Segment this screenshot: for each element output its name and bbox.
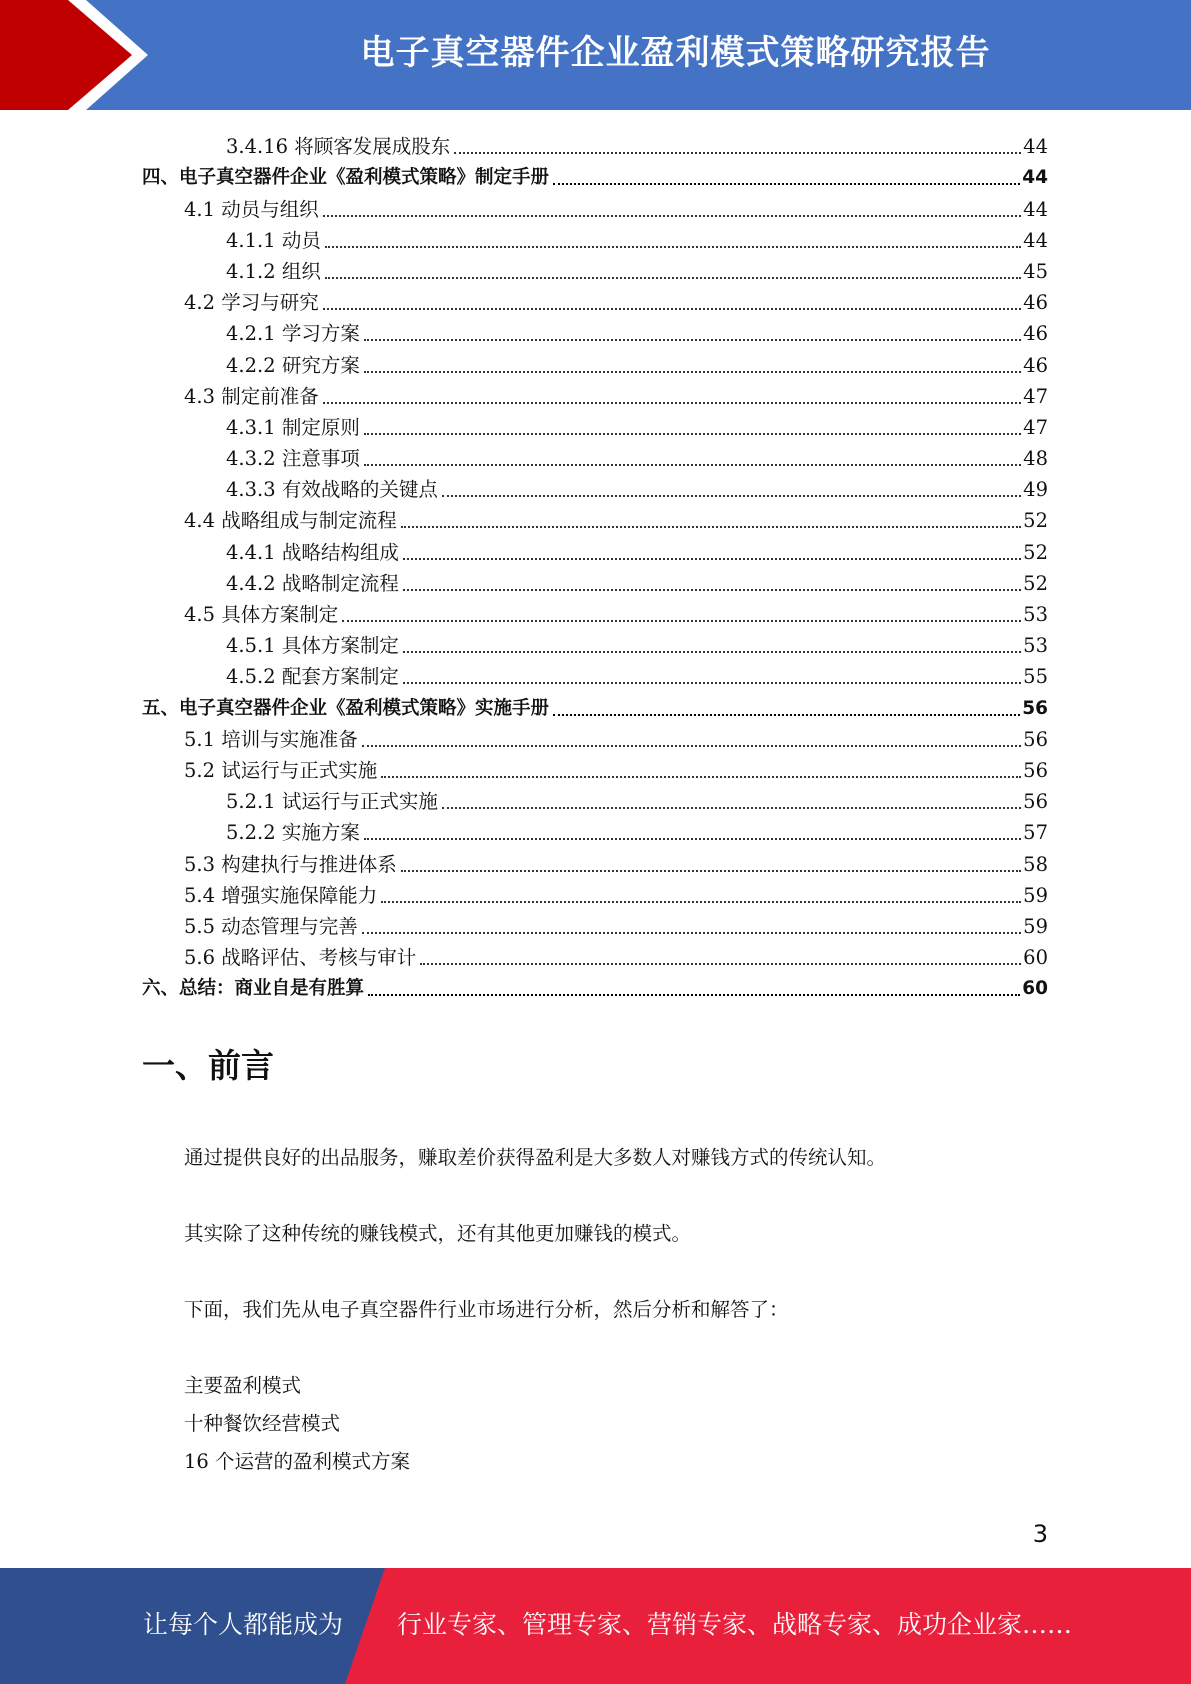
toc-entry[interactable] — [142, 159, 1048, 190]
toc-entry[interactable] — [142, 315, 1048, 346]
toc-dot-leader — [368, 993, 1020, 996]
toc-dot-leader — [362, 931, 1021, 934]
toc-entry-page: 57 — [1023, 821, 1048, 845]
toc-entry[interactable] — [142, 908, 1048, 939]
page-footer-banner — [0, 1568, 1191, 1684]
table-of-contents — [142, 128, 1048, 1001]
list-item: 主要盈利模式 — [184, 1374, 302, 1397]
toc-entry[interactable] — [142, 658, 1048, 689]
toc-entry-title: 4.2.1 学习方案 — [226, 322, 360, 346]
footer-slogan-left: 让每个人都能成为 — [143, 1610, 344, 1639]
toc-entry-page: 56 — [1022, 697, 1048, 719]
toc-entry[interactable] — [142, 533, 1048, 564]
toc-entry-title: 4.2.2 研究方案 — [226, 353, 360, 377]
toc-entry-title: 4.5.2 配套方案制定 — [226, 665, 399, 689]
toc-entry-page: 47 — [1023, 384, 1048, 408]
footer-slogan-right: 行业专家、管理专家、营销专家、战略专家、成功企业家…… — [397, 1610, 1073, 1639]
toc-entry-title: 4.4.1 战略结构组成 — [226, 540, 399, 564]
toc-entry-page: 48 — [1023, 447, 1048, 471]
toc-dot-leader — [362, 744, 1021, 747]
toc-entry-title: 4.3.1 制定原则 — [226, 415, 360, 439]
paragraph: 其实除了这种传统的赚钱模式，还有其他更加赚钱的模式。 — [184, 1222, 692, 1245]
toc-entry-title: 4.2 学习与研究 — [184, 291, 319, 315]
toc-dot-leader — [364, 370, 1021, 373]
toc-entry-page: 58 — [1023, 852, 1048, 876]
toc-entry[interactable] — [142, 565, 1048, 596]
toc-entry[interactable] — [142, 128, 1048, 159]
toc-entry-title: 四、电子真空器件企业《盈利模式策略》制定手册 — [142, 167, 550, 189]
toc-entry-page: 56 — [1023, 758, 1048, 782]
toc-entry[interactable] — [142, 721, 1048, 752]
toc-entry-page: 56 — [1023, 727, 1048, 751]
toc-entry-title: 4.1 动员与组织 — [184, 197, 319, 221]
toc-dot-leader — [403, 650, 1021, 653]
toc-entry-page: 44 — [1022, 167, 1048, 189]
list-item: 十种餐饮经营模式 — [184, 1412, 341, 1435]
toc-dot-leader — [442, 806, 1021, 809]
section-heading: 一、前言 — [142, 1046, 274, 1085]
toc-entry[interactable] — [142, 627, 1048, 658]
toc-entry[interactable] — [142, 284, 1048, 315]
toc-entry-page: 47 — [1023, 415, 1048, 439]
toc-entry-page: 46 — [1023, 353, 1048, 377]
toc-entry[interactable] — [142, 814, 1048, 845]
toc-entry[interactable] — [142, 378, 1048, 409]
toc-entry-page: 52 — [1023, 571, 1048, 595]
toc-entry-title: 5.3 构建执行与推进体系 — [184, 852, 397, 876]
toc-entry[interactable] — [142, 970, 1048, 1001]
toc-dot-leader — [323, 401, 1021, 404]
toc-entry[interactable] — [142, 877, 1048, 908]
toc-dot-leader — [403, 681, 1021, 684]
toc-entry[interactable] — [142, 253, 1048, 284]
toc-entry-page: 52 — [1023, 509, 1048, 533]
list-item: 16 个运营的盈利模式方案 — [184, 1450, 411, 1473]
paragraph: 下面，我们先从电子真空器件行业市场进行分析，然后分析和解答了： — [184, 1298, 789, 1321]
toc-entry-title: 4.3.3 有效战略的关键点 — [226, 478, 438, 502]
toc-dot-leader — [553, 182, 1020, 185]
toc-entry-title: 4.3.2 注意事项 — [226, 447, 360, 471]
toc-entry-page: 49 — [1023, 478, 1048, 502]
toc-entry-title: 4.1.2 组织 — [226, 259, 321, 283]
toc-entry-page: 44 — [1023, 197, 1048, 221]
toc-entry-title: 4.5 具体方案制定 — [184, 603, 339, 626]
toc-entry-page: 44 — [1023, 228, 1048, 252]
toc-dot-leader — [325, 245, 1021, 248]
toc-entry[interactable] — [142, 471, 1048, 502]
toc-entry[interactable] — [142, 939, 1048, 970]
toc-dot-leader — [420, 962, 1021, 965]
toc-entry[interactable] — [142, 752, 1048, 783]
toc-dot-leader — [553, 713, 1020, 716]
toc-entry-title: 5.6 战略评估、考核与审计 — [184, 946, 417, 970]
toc-entry-page: 45 — [1023, 259, 1048, 283]
toc-entry-page: 59 — [1023, 914, 1048, 938]
toc-dot-leader — [401, 869, 1021, 872]
toc-entry-title: 3.4.16 将顾客发展成股东 — [226, 135, 451, 159]
toc-entry-title: 4.4.2 战略制定流程 — [226, 571, 399, 595]
toc-entry-page: 60 — [1022, 978, 1048, 1000]
toc-entry-title: 5.2 试运行与正式实施 — [184, 758, 378, 782]
toc-entry-title: 4.5.1 具体方案制定 — [226, 634, 399, 658]
toc-entry-title: 5.4 增强实施保障能力 — [184, 883, 378, 907]
page-header-banner — [0, 0, 1191, 110]
page-number: 3 — [1032, 1520, 1048, 1548]
toc-entry-page: 56 — [1023, 790, 1048, 814]
toc-dot-leader — [381, 775, 1021, 778]
toc-dot-leader — [403, 588, 1021, 591]
toc-entry[interactable] — [142, 409, 1048, 440]
toc-entry-page: 60 — [1023, 946, 1048, 970]
paragraph: 通过提供良好的出品服务，赚取差价获得盈利是大多数人对赚钱方式的传统认知。 — [184, 1146, 887, 1169]
toc-entry[interactable] — [142, 190, 1048, 221]
toc-entry[interactable] — [142, 502, 1048, 533]
toc-entry-title: 4.3 制定前准备 — [184, 384, 319, 408]
toc-entry-page: 53 — [1023, 603, 1048, 626]
toc-entry-title: 5.2.1 试运行与正式实施 — [226, 790, 438, 814]
toc-dot-leader — [323, 214, 1021, 217]
toc-dot-leader — [364, 432, 1021, 435]
toc-entry-page: 46 — [1023, 322, 1048, 346]
toc-entry-title: 5.2.2 实施方案 — [226, 821, 360, 845]
toc-dot-leader — [325, 276, 1021, 279]
toc-entry[interactable] — [142, 689, 1048, 720]
toc-dot-leader — [364, 338, 1021, 341]
toc-entry[interactable] — [142, 222, 1048, 253]
toc-entry[interactable] — [142, 845, 1048, 876]
toc-dot-leader — [381, 900, 1021, 903]
toc-dot-leader — [342, 619, 1021, 622]
toc-dot-leader — [364, 837, 1021, 840]
toc-dot-leader — [442, 494, 1021, 497]
toc-entry-page: 52 — [1023, 540, 1048, 564]
toc-entry-title: 六、总结：商业自是有胜算 — [142, 978, 365, 1000]
document-title: 电子真空器件企业盈利模式策略研究报告 — [360, 33, 991, 73]
toc-entry[interactable] — [142, 783, 1048, 814]
toc-entry-title: 5.5 动态管理与完善 — [184, 914, 358, 938]
toc-entry-title: 五、电子真空器件企业《盈利模式策略》实施手册 — [142, 697, 550, 719]
toc-entry[interactable] — [142, 596, 1048, 627]
toc-dot-leader — [454, 151, 1021, 154]
toc-entry-title: 4.4 战略组成与制定流程 — [184, 509, 397, 533]
toc-dot-leader — [401, 525, 1021, 528]
toc-dot-leader — [364, 463, 1021, 466]
toc-entry-page: 44 — [1023, 135, 1048, 159]
toc-dot-leader — [323, 307, 1021, 310]
toc-entry[interactable] — [142, 346, 1048, 377]
toc-entry-page: 53 — [1023, 634, 1048, 658]
toc-entry-page: 55 — [1023, 665, 1048, 689]
toc-entry-page: 59 — [1023, 883, 1048, 907]
toc-dot-leader — [403, 557, 1021, 560]
toc-entry-title: 4.1.1 动员 — [226, 228, 321, 252]
toc-entry[interactable] — [142, 440, 1048, 471]
toc-entry-page: 46 — [1023, 291, 1048, 315]
toc-entry-title: 5.1 培训与实施准备 — [184, 727, 358, 751]
